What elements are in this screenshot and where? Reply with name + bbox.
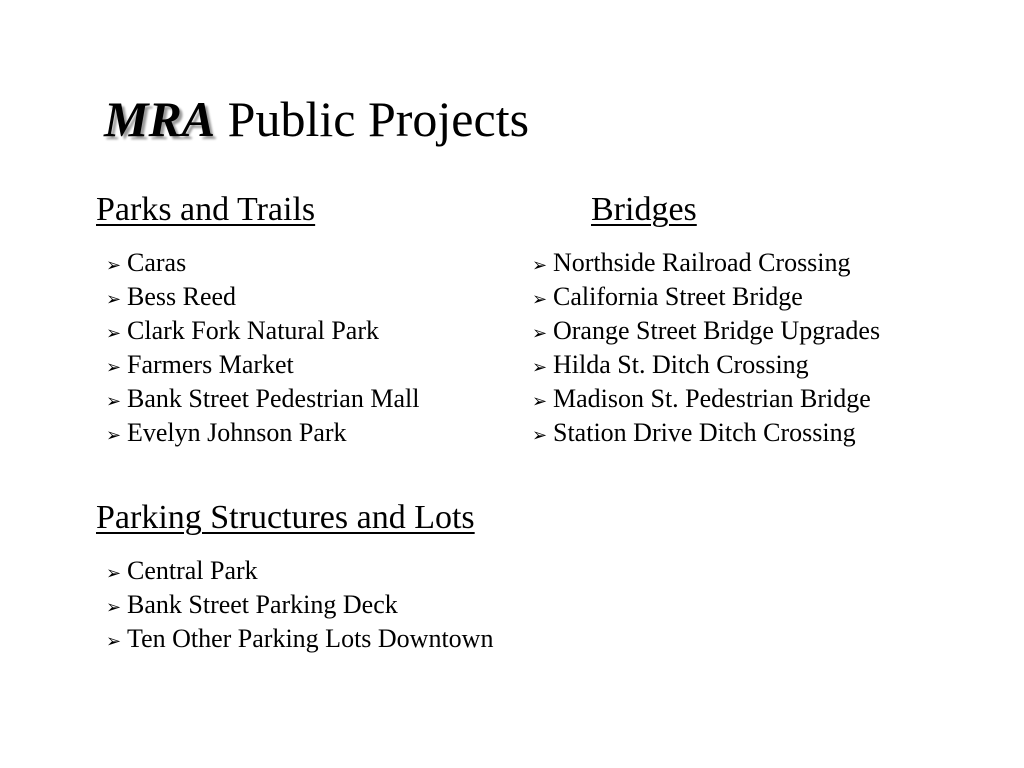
arrow-bullet-icon: ➢ [106,323,122,344]
list-item [106,382,419,416]
heading-bridges: Bridges [591,191,697,228]
list-item [532,280,880,314]
parking-list [106,554,493,656]
arrow-bullet-icon: ➢ [106,631,122,652]
list-item [106,246,419,280]
list-item-label: Hilda St. Ditch Crossing [553,350,809,379]
arrow-bullet-icon: ➢ [106,289,122,310]
arrow-bullet-icon: ➢ [532,323,548,344]
list-item [532,314,880,348]
arrow-bullet-icon: ➢ [106,391,122,412]
arrow-bullet-icon: ➢ [532,391,548,412]
list-item [532,348,880,382]
list-item-label: Clark Fork Natural Park [127,316,380,345]
arrow-bullet-icon: ➢ [106,425,122,446]
list-item-label: Farmers Market [127,350,294,379]
list-item-label: Evelyn Johnson Park [127,418,347,447]
parks-list [106,246,419,450]
arrow-bullet-icon: ➢ [532,357,548,378]
list-item-label: Station Drive Ditch Crossing [553,418,856,447]
arrow-bullet-icon: ➢ [532,255,548,276]
list-item-label: California Street Bridge [553,282,803,311]
list-item [106,280,419,314]
list-item [106,348,419,382]
heading-parking-structures: Parking Structures and Lots [96,499,475,536]
heading-parks-and-trails: Parks and Trails [96,191,316,228]
list-item-label: Ten Other Parking Lots Downtown [127,624,494,653]
arrow-bullet-icon: ➢ [106,597,122,618]
arrow-bullet-icon: ➢ [106,255,122,276]
list-item [532,416,880,450]
list-item [106,416,419,450]
list-item-label: Caras [127,248,187,277]
list-item [106,314,419,348]
bridges-list [532,246,880,450]
title-brand: MRA [104,91,216,147]
list-item-label: Northside Railroad Crossing [553,248,851,277]
arrow-bullet-icon: ➢ [106,357,122,378]
list-item-label: Bess Reed [127,282,237,311]
slide-title [104,88,529,150]
title-text: Public Projects [227,91,530,147]
list-item-label: Madison St. Pedestrian Bridge [553,384,871,413]
list-item [532,246,880,280]
list-item-label: Orange Street Bridge Upgrades [553,316,881,345]
list-item-label: Bank Street Parking Deck [127,590,398,619]
list-item-label: Bank Street Pedestrian Mall [127,384,420,413]
list-item [106,588,493,622]
arrow-bullet-icon: ➢ [106,563,122,584]
arrow-bullet-icon: ➢ [532,289,548,310]
arrow-bullet-icon: ➢ [532,425,548,446]
list-item [106,554,493,588]
list-item [106,622,493,656]
list-item [532,382,880,416]
list-item-label: Central Park [127,556,258,585]
